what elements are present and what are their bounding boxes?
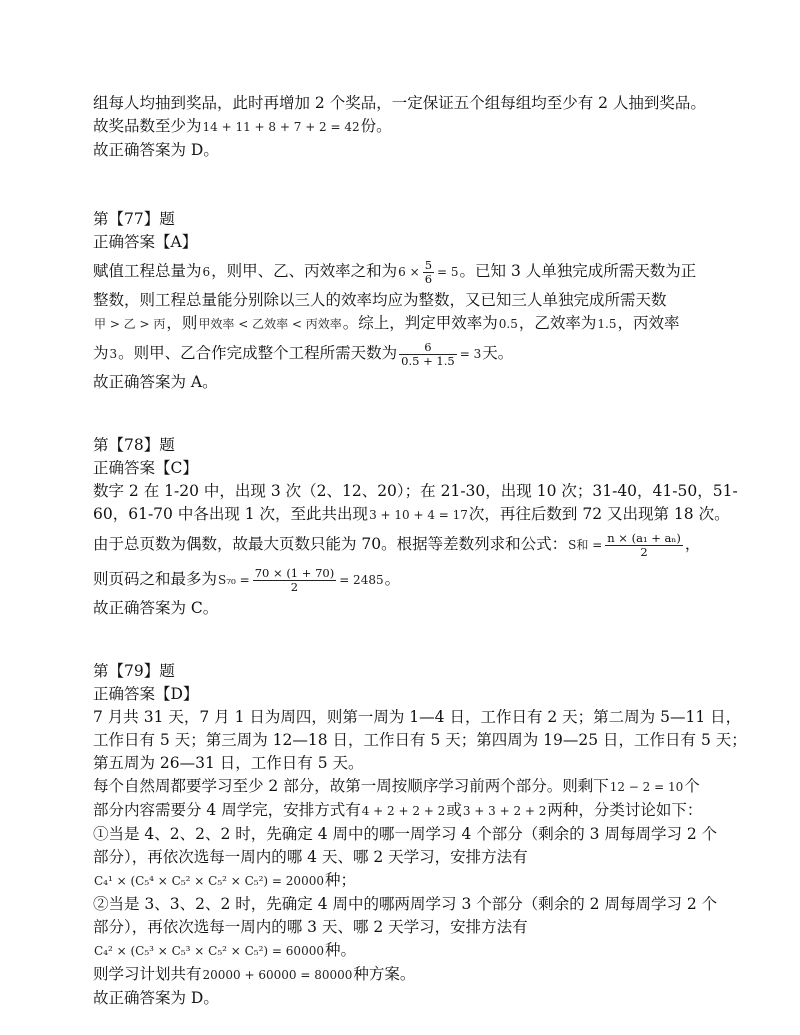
question-title: 第【79】题 [93, 662, 175, 680]
explanation-line [93, 562, 713, 597]
explanation-line: 7 月共 31 天，7 月 1 日为周四，则第一周为 1—4 日，工作日有 2 天；第二周为 5—11 日， [93, 708, 742, 726]
text: 60，61-70 中各出现 1 次，至此共出现 [93, 505, 369, 523]
fraction [423, 259, 434, 286]
text: 每个自然周都要学习至少 2 部分，故第一周按顺序学习前两个部分。则剩下 [93, 777, 609, 795]
math-expression: 甲 > 乙 > 丙 [94, 317, 166, 331]
text: 部分内容需要分 4 周学完，安排方式有 [93, 801, 361, 819]
math-expression: 6 [202, 265, 211, 279]
text: ，丙效率 [617, 314, 680, 332]
denominator: 0.5 + 1.5 [401, 353, 455, 368]
explanation-line: 数字 2 在 1-20 中，出现 3 次（2、12、20）；在 21-30，出现 10 次；31-40，41-50，51- [93, 482, 738, 500]
text: 种； [324, 871, 356, 889]
text: 故奖品数至少为 [93, 117, 202, 135]
text: 天。 [482, 344, 514, 362]
text: 则学习计划共有 [93, 965, 202, 983]
explanation-line: ②当是 3、3、2、2 时，先确定 4 周中的哪两周学习 3 个部分（剩余的 2 周每周学习 2 个 [93, 895, 718, 913]
text: 赋值工程总量为 [93, 262, 202, 280]
math-expression: 6 × [398, 265, 420, 279]
text: 或 [446, 801, 462, 819]
math-expression: = 5 [437, 265, 459, 279]
text: ，则甲、乙、丙效率之和为 [211, 262, 398, 280]
final-answer: 故正确答案为 A。 [93, 373, 218, 391]
explanation-line [93, 869, 713, 893]
text: 份。 [360, 117, 392, 135]
answer-label: 正确答案【A】 [93, 233, 198, 251]
question-title: 第【78】题 [93, 436, 175, 454]
math-expression: 0.5 [498, 317, 518, 331]
document-page [93, 92, 747, 1010]
explanation-line [93, 939, 713, 963]
math-expression: S和 = [568, 538, 603, 552]
math-expression: 20000 + 60000 = 80000 [202, 968, 353, 982]
math-expression: = 2485 [339, 573, 384, 587]
math-expression: 3 + 3 + 2 + 2 [462, 804, 547, 818]
math-expression: 甲效率 < 乙效率 < 丙效率 [198, 317, 342, 331]
math-expression: 3 + 10 + 4 = 17 [369, 508, 468, 522]
numerator: 6 [399, 341, 457, 355]
text: 两种，分类讨论如下： [547, 801, 703, 819]
text: 次，再往后数到 72 又出现第 18 次。 [468, 505, 730, 523]
text: 个 [684, 777, 700, 795]
fraction [605, 532, 683, 559]
explanation-line: 部分），再依次选每一周内的哪 4 天、哪 2 天学习，安排方法有 [93, 848, 528, 866]
denominator: 2 [290, 579, 299, 594]
math-expression: 3 [109, 347, 118, 361]
denominator: 2 [640, 544, 648, 559]
denominator: 6 [424, 271, 433, 286]
math-expression: 14 + 11 + 8 + 7 + 2 = 42 [202, 120, 360, 134]
explanation-line [93, 254, 713, 289]
explanation-line [93, 312, 713, 336]
explanation-line: 部分），再依次选每一周内的哪 3 天、哪 2 天学习，安排方法有 [93, 918, 528, 936]
intro-section [93, 92, 713, 162]
text: 。已知 3 人单独完成所需天数为正 [459, 262, 697, 280]
explanation-line [93, 799, 713, 823]
explanation-line: 整数，则工程总量能分别除以三人的效率均应为整数，又已知三人单独完成所需天数 [93, 291, 667, 309]
explanation-line [93, 963, 713, 987]
text: 种。 [324, 941, 356, 959]
numerator: 5 [424, 257, 433, 272]
numerator: n × (a₁ + aₙ) [607, 530, 681, 545]
text: ， [684, 535, 701, 553]
explanation-line: 工作日有 5 天；第三周为 12—18 日，工作日有 5 天；第四周为 19—25 日，工作日有 5 天； [93, 731, 747, 749]
text: 。则甲、乙合作完成整个工程所需天数为 [118, 344, 398, 362]
math-expression: = 3 [459, 347, 482, 361]
question-79 [93, 660, 747, 1010]
explanation-line: ①当是 4、2、2、2 时，先确定 4 周中的哪一周学习 4 个部分（剩余的 3 周每周学习 2 个 [93, 825, 718, 843]
numerator: 70 × (1 + 70) [254, 565, 335, 580]
text: 种方案。 [353, 965, 416, 983]
explanation-line [93, 503, 730, 527]
math-expression: S₇₀ = [218, 573, 250, 587]
intro-line-1: 组每人均抽到奖品，此时再增加 2 个奖品，一定保证五个组每组均至少有 2 人抽到奖品。 [93, 94, 706, 112]
math-expression: C₄¹ × (C₅⁴ × C₅² × C₅² × C₅²) = 20000 [94, 874, 324, 888]
math-expression: 12 − 2 = 10 [609, 780, 684, 794]
text: 。综上，判定甲效率为 [342, 314, 498, 332]
text: ，乙效率为 [518, 314, 597, 332]
question-78 [93, 434, 738, 620]
question-77 [93, 208, 713, 394]
math-expression: 4 + 2 + 2 + 2 [361, 804, 446, 818]
final-answer: 故正确答案为 D。 [93, 989, 219, 1007]
text: ，则 [166, 314, 198, 332]
text: 由于总页数为偶数，故最大页数只能为 70。根据等差数列求和公式： [93, 535, 568, 553]
intro-line-2 [93, 115, 713, 139]
math-expression: 1.5 [597, 317, 617, 331]
final-answer: 故正确答案为 C。 [93, 599, 219, 617]
explanation-line: 第五周为 26—31 日，工作日有 5 天。 [93, 754, 364, 772]
text: 为 [93, 344, 109, 362]
fraction [399, 341, 457, 368]
answer-label: 正确答案【C】 [93, 459, 198, 477]
answer-label: 正确答案【D】 [93, 685, 199, 703]
question-title: 第【77】题 [93, 210, 175, 228]
intro-answer: 故正确答案为 D。 [93, 141, 219, 159]
fraction [253, 567, 336, 594]
explanation-line [93, 336, 713, 371]
text: 则页码之和最多为 [93, 570, 218, 588]
explanation-line [93, 775, 713, 799]
text: 。 [384, 570, 401, 588]
math-expression: C₄² × (C₅³ × C₅³ × C₅² × C₅²) = 60000 [94, 944, 324, 958]
explanation-line [93, 527, 713, 562]
